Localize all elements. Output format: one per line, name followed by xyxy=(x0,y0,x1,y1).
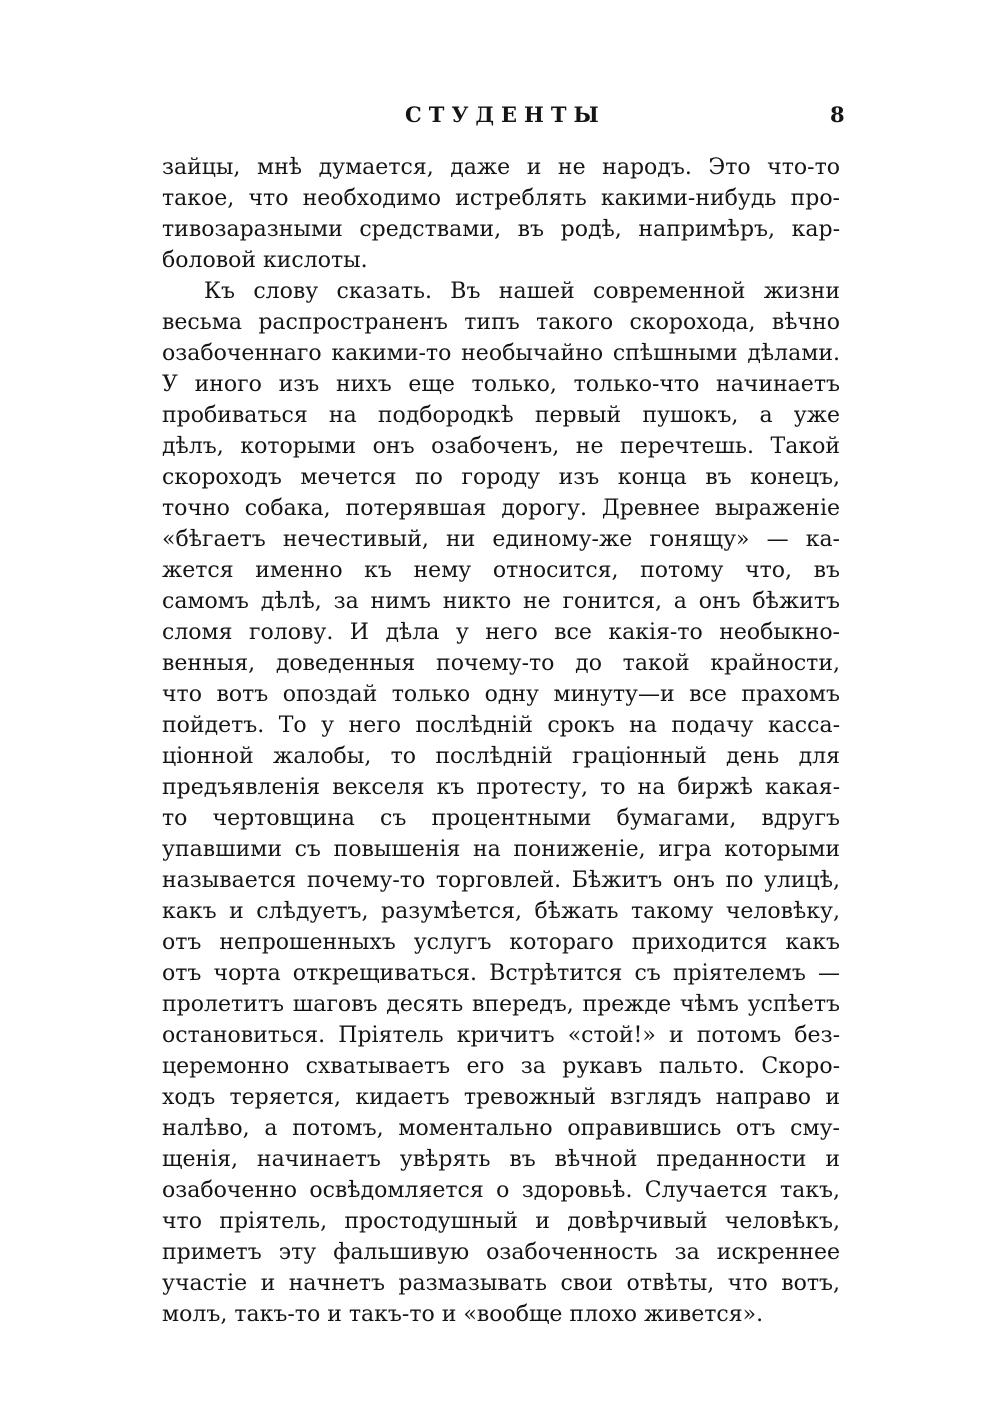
text-line: предъявленія векселя къ протесту, то на биржѣ какая- xyxy=(162,775,840,800)
text-line: «бѣгаетъ нечестивый, ни единому-же гонящу» — ка- xyxy=(162,527,840,552)
text-line: какъ и слѣдуетъ, разумѣется, бѣжать такому человѣку, xyxy=(162,899,840,924)
text-line: пролетитъ шаговъ десять впередъ, прежде чѣмъ успѣетъ xyxy=(162,992,840,1017)
text-line: что вотъ опоздай только одну минуту—и все прахомъ xyxy=(162,682,840,707)
text-line: называется почему-то торговлей. Бѣжитъ онъ по улицѣ, xyxy=(162,868,840,893)
text-line: зайцы, мнѣ думается, даже и не народъ. Это что-то xyxy=(162,155,840,180)
text-line: отъ чорта открещиваться. Встрѣтится съ пріятелемъ — xyxy=(162,961,840,986)
paragraph-1 xyxy=(162,152,840,276)
text-line: церемонно схватываетъ его за рукавъ пальто. Скоро- xyxy=(162,1054,840,1079)
body-text xyxy=(162,152,840,1330)
text-line: Къ слову сказать. Въ нашей современной жизни xyxy=(204,279,840,304)
text-line: пробиваться на подбородкѣ первый пушокъ, а уже xyxy=(162,403,840,428)
text-line: отъ непрошенныхъ услугъ котораго приходится какъ xyxy=(162,930,840,955)
text-line: налѣво, а потомъ, моментально оправившись отъ сму- xyxy=(162,1116,840,1141)
paragraph-2 xyxy=(162,276,840,1330)
text-line: щенія, начинаетъ увѣрять въ вѣчной преданности и xyxy=(162,1147,840,1172)
text-line: участіе и начнетъ размазывать свои отвѣты, что вотъ, xyxy=(162,1271,840,1296)
text-line: озабоченно освѣдомляется о здоровьѣ. Случается такъ, xyxy=(162,1178,840,1203)
text-line: тивозаразными средствами, въ родѣ, напримѣръ, кар- xyxy=(162,217,840,242)
text-line: У иного изъ нихъ еще только, только-что начинаетъ xyxy=(162,372,840,397)
text-line: точно собака, потерявшая дорогу. Древнее выраженіе xyxy=(162,496,840,521)
text-line: такое, что необходимо истреблять какими-нибудь про- xyxy=(162,186,840,211)
text-line: жется именно къ нему относится, потому что, въ xyxy=(162,558,840,583)
text-line: приметъ эту фальшивую озабоченность за искреннее xyxy=(162,1240,840,1265)
text-line: дѣлъ, которыми онъ озабоченъ, не перечтешь. Такой xyxy=(162,434,840,459)
text-line: сломя голову. И дѣла у него все какія-то необыкно- xyxy=(162,620,840,645)
text-line: молъ, такъ-то и такъ-то и «вообще плохо живется». xyxy=(162,1302,764,1327)
text-line: ціонной жалобы, то послѣдній граціонный день для xyxy=(162,744,840,769)
page-number: 8 xyxy=(830,102,845,127)
text-line: самомъ дѣлѣ, за нимъ никто не гонится, а онъ бѣжитъ xyxy=(162,589,840,614)
text-line: боловой кислоты. xyxy=(162,248,368,273)
text-line: венныя, доведенныя почему-то до такой крайности, xyxy=(162,651,840,676)
text-line: то чертовщина съ процентными бумагами, вдругъ xyxy=(162,806,840,831)
text-line: озабоченнаго какими-то необычайно спѣшными дѣлами. xyxy=(162,341,840,366)
text-line: ходъ теряется, кидаетъ тревожный взглядъ направо и xyxy=(162,1085,840,1110)
text-line: что пріятель, простодушный и довѣрчивый человѣкъ, xyxy=(162,1209,840,1234)
text-line: упавшими съ повышенія на пониженіе, игра которыми xyxy=(162,837,840,862)
text-line: весьма распространенъ типъ такого скорохода, вѣчно xyxy=(162,310,840,335)
running-title: СТУДЕНТЫ xyxy=(405,102,606,127)
text-line: пойдетъ. То у него послѣдній срокъ на подачу касса- xyxy=(162,713,840,738)
text-line: остановиться. Пріятель кричитъ «стой!» и потомъ без- xyxy=(162,1023,840,1048)
text-line: скороходъ мечется по городу изъ конца въ конецъ, xyxy=(162,465,840,490)
